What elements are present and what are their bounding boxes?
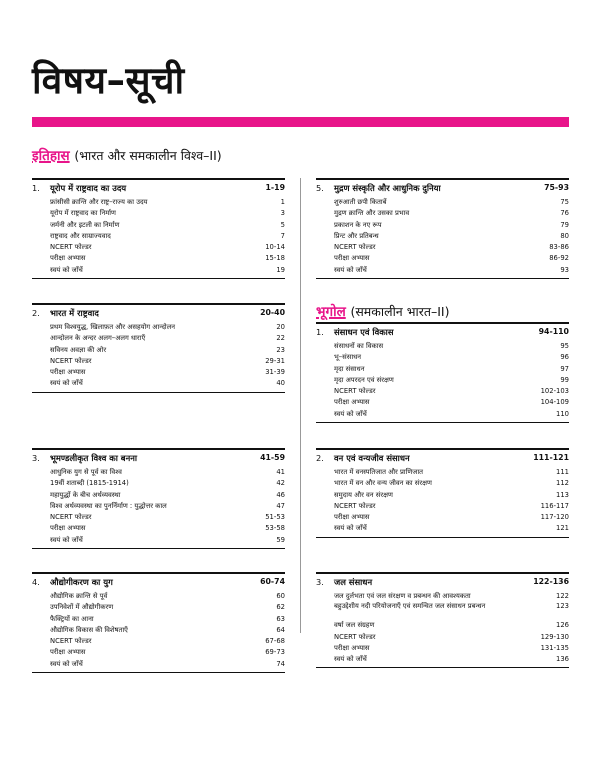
toc-entry-title: NCERT फोल्डर [334, 632, 376, 641]
toc-entry-page: 22 [276, 334, 285, 343]
toc-entry-title: स्वयं को जाँचें [50, 659, 83, 668]
geography-subheading: (समकालीन भारत–II) [350, 304, 450, 319]
toc-entry[interactable] [316, 654, 569, 665]
chapter-heading[interactable] [316, 572, 569, 591]
chapter-page-range: 111-121 [533, 453, 569, 462]
toc-entry[interactable] [32, 242, 285, 253]
toc-entry-title: 19वीं शताब्दी (1815-1914) [50, 479, 129, 488]
toc-entry[interactable] [32, 345, 285, 356]
toc-entry-page: 96 [560, 353, 569, 362]
toc-entry[interactable] [32, 490, 285, 501]
chapter-bottom-rule [32, 548, 285, 549]
toc-entry-title: परीक्षा अभ्यास [50, 648, 86, 657]
toc-entry[interactable] [32, 523, 285, 534]
toc-entry[interactable] [316, 523, 569, 534]
toc-entry-page: 15-18 [265, 254, 285, 263]
toc-entry-title: परीक्षा अभ्यास [50, 524, 86, 533]
history-section-heading [32, 146, 222, 164]
toc-entry[interactable] [316, 364, 569, 375]
toc-entry[interactable] [32, 333, 285, 344]
toc-entry-page: 63 [276, 614, 285, 623]
toc-entry-title: सविनय अवज्ञा की ओर [50, 345, 107, 354]
toc-entry-page: 69-73 [265, 648, 285, 657]
toc-entry-title: स्वयं को जाँचें [334, 655, 367, 664]
chapter-bottom-rule [316, 667, 569, 668]
chapter-bottom-rule [32, 278, 285, 279]
toc-entry-page: 129-130 [540, 632, 569, 641]
toc-entry-title: राष्ट्रवाद और साम्राज्यवाद [50, 231, 111, 240]
toc-entry[interactable] [32, 512, 285, 523]
toc-entry[interactable] [316, 220, 569, 231]
toc-entry[interactable] [316, 242, 569, 253]
toc-entry-title: भू–संसाधन [334, 353, 362, 362]
toc-entry-title: स्वयं को जाँचें [334, 409, 367, 418]
chapter-heading[interactable] [32, 572, 285, 591]
toc-entry[interactable] [32, 197, 285, 208]
toc-entry[interactable] [32, 625, 285, 636]
toc-entry-title: भारत में वनस्पतिजात और प्राणिजात [334, 468, 423, 476]
toc-entry-page: 111 [556, 468, 569, 476]
toc-entry[interactable] [32, 208, 285, 219]
chapter-heading[interactable] [32, 178, 285, 197]
toc-entry-page: 62 [276, 603, 285, 612]
toc-entry-title: वर्षा जल संग्रहण [334, 621, 375, 630]
column-divider [300, 178, 301, 633]
toc-entry-page: 93 [560, 265, 569, 274]
toc-entry[interactable] [316, 197, 569, 208]
toc-entry[interactable] [316, 341, 569, 352]
toc-entry-title: NCERT फोल्डर [50, 356, 92, 365]
toc-entry[interactable] [316, 602, 569, 620]
chapter-block [316, 448, 569, 538]
toc-entry-title: प्रकाशन के नए रूप [334, 220, 382, 229]
toc-entry-title: मृदा अपरदन एवं संरक्षण [334, 375, 394, 384]
toc-entry-page: 74 [276, 659, 285, 668]
toc-entry-page: 117-120 [540, 513, 569, 522]
toc-entry-page: 10-14 [265, 243, 285, 252]
toc-entry[interactable] [316, 265, 569, 276]
toc-entry-page: 95 [560, 342, 569, 350]
chapter-page-range: 60-74 [260, 577, 285, 586]
toc-entry-title: NCERT फोल्डर [50, 243, 92, 252]
toc-entry-page: 29-31 [265, 356, 285, 365]
toc-entry[interactable] [32, 591, 285, 602]
toc-entry-page: 42 [276, 479, 285, 488]
toc-entry[interactable] [32, 647, 285, 658]
toc-entry-page: 20 [276, 323, 285, 331]
page-title: विषय–सूची [32, 59, 185, 102]
toc-entry-page: 116-117 [540, 501, 569, 510]
toc-entry[interactable] [32, 231, 285, 242]
toc-entry-title: यूरोप में राष्ट्रवाद का निर्माण [50, 209, 116, 218]
chapter-page-range: 75-93 [544, 183, 569, 192]
toc-entry-title: शुरुआती छपी किताबें [334, 198, 387, 206]
toc-entry[interactable] [32, 322, 285, 333]
toc-entry[interactable] [316, 253, 569, 264]
toc-entry-page: 7 [280, 231, 285, 240]
toc-entry-title: NCERT फोल्डर [50, 513, 92, 522]
toc-entry-page: 31-39 [265, 368, 285, 377]
toc-entry-page: 112 [556, 479, 569, 488]
chapter-number: 1. [32, 183, 40, 193]
toc-entry-title: महायुद्धों के बीच अर्थव्यवस्था [50, 490, 121, 499]
chapter-heading[interactable] [316, 178, 569, 197]
chapter-bottom-rule [316, 278, 569, 279]
toc-entry-page: 113 [556, 490, 569, 499]
toc-entry-page: 53-58 [265, 524, 285, 533]
toc-entry[interactable] [32, 602, 285, 613]
toc-entry-title: औद्योगिक क्रान्ति से पूर्व [50, 592, 108, 600]
toc-entry-title: जल दुर्लभता एवं जल संरक्षण व प्रबन्धन की आवश्यकता [334, 592, 471, 600]
toc-entry[interactable] [32, 265, 285, 276]
chapter-block [316, 322, 569, 423]
chapter-bottom-rule [32, 392, 285, 393]
toc-entry[interactable] [32, 367, 285, 378]
toc-entry-page: 60 [276, 592, 285, 600]
geography-section-heading [316, 302, 449, 320]
toc-entry-title: स्वयं को जाँचें [334, 265, 367, 274]
toc-entry[interactable] [316, 375, 569, 386]
toc-entry-title: औद्योगिक विकास की विशेषताएँ [50, 625, 128, 634]
chapter-number: 1. [316, 327, 324, 337]
toc-entry-page: 64 [276, 625, 285, 634]
toc-entry[interactable] [32, 636, 285, 647]
toc-entry-page: 83-86 [549, 243, 569, 252]
toc-entry-title: NCERT फोल्डर [334, 243, 376, 252]
toc-entry-title: बहुउद्देशीय नदी परियोजनाएँ एवं समन्वित जल संसाधन प्रबन्धन [334, 602, 486, 611]
toc-entry[interactable] [316, 231, 569, 242]
toc-entry-page: 47 [276, 501, 285, 510]
toc-entry-title: स्वयं को जाँचें [334, 524, 367, 533]
toc-entry[interactable] [316, 501, 569, 512]
toc-entry-page: 80 [560, 231, 569, 240]
chapter-number: 4. [32, 577, 40, 587]
toc-entry[interactable] [32, 356, 285, 367]
toc-entry-page: 5 [280, 220, 285, 229]
toc-entry-title: प्रिन्ट और प्रतिबन्ध [334, 231, 379, 240]
toc-entry-page: 40 [276, 379, 285, 388]
toc-entry[interactable] [316, 620, 569, 631]
toc-entry[interactable] [316, 512, 569, 523]
chapter-number: 2. [32, 308, 40, 318]
chapter-title[interactable]: मुद्रण संस्कृति और आधुनिक दुनिया [334, 183, 441, 193]
toc-entry-title: परीक्षा अभ्यास [50, 368, 86, 377]
toc-entry[interactable] [316, 490, 569, 501]
toc-entry-title: NCERT फोल्डर [334, 387, 376, 396]
toc-entry-title: NCERT फोल्डर [50, 637, 92, 646]
toc-entry[interactable] [32, 220, 285, 231]
toc-entry-title: फ्रांसीसी क्रान्ति और राष्ट्र–राज्य का उदय [50, 198, 148, 206]
chapter-block [32, 572, 285, 673]
toc-entry-title: प्रथम विश्वयुद्ध, खिलाफ़त और असहयोग आन्दोलन [50, 323, 176, 331]
chapter-title[interactable]: संसाधन एवं विकास [334, 327, 394, 337]
chapter-title[interactable]: भूमण्डलीकृत विश्व का बनना [50, 453, 138, 463]
chapter-number: 5. [316, 183, 324, 193]
toc-entry[interactable] [32, 659, 285, 670]
toc-entry[interactable] [32, 467, 285, 478]
toc-entry[interactable] [316, 208, 569, 219]
chapter-block [316, 178, 569, 279]
chapter-bottom-rule [316, 422, 569, 423]
toc-entry-page: 75 [560, 198, 569, 206]
toc-entry-title: फैक्ट्रियों का आना [50, 614, 94, 623]
chapter-block [32, 178, 285, 279]
toc-entry-page: 59 [276, 535, 285, 544]
toc-entry[interactable] [32, 614, 285, 625]
chapter-title[interactable]: जल संसाधन [334, 577, 373, 587]
toc-entry-page: 79 [560, 220, 569, 229]
toc-entry-title: परीक्षा अभ्यास [334, 398, 370, 407]
toc-entry-title: विश्व अर्थव्यवस्था का पुनर्निर्माण : युद्धोत्तर काल [50, 501, 167, 510]
chapter-page-range: 41-59 [260, 453, 285, 462]
chapter-page-range: 1-19 [265, 183, 285, 192]
history-subheading: (भारत और समकालीन विश्व–II) [74, 148, 222, 163]
chapter-bottom-rule [32, 672, 285, 673]
chapter-title[interactable]: वन एवं वन्यजीव संसाधन [334, 453, 410, 463]
chapter-number: 3. [316, 577, 324, 587]
title-underline-bar [32, 117, 569, 127]
toc-entry-page: 51-53 [265, 513, 285, 522]
chapter-heading[interactable] [316, 448, 569, 467]
history-heading: इतिहास [32, 148, 70, 164]
toc-entry-title: आधुनिक युग से पूर्व का विश्व [50, 468, 122, 476]
toc-entry-title: भारत में वन और वन्य जीवन का संरक्षण [334, 479, 432, 488]
toc-entry[interactable] [316, 478, 569, 489]
toc-entry-page: 121 [556, 524, 569, 533]
toc-entry[interactable] [32, 378, 285, 389]
toc-entry-title: परीक्षा अभ्यास [334, 643, 370, 652]
toc-entry[interactable] [32, 501, 285, 512]
chapter-title[interactable]: भारत में राष्ट्रवाद [50, 308, 99, 318]
toc-entry-title: मुद्रण क्रान्ति और उसका प्रभाव [334, 209, 410, 218]
toc-entry-title: परीक्षा अभ्यास [334, 513, 370, 522]
toc-entry[interactable] [316, 632, 569, 643]
toc-entry-title: आन्दोलन के अन्दर अलग–अलग धाराएँ [50, 334, 146, 343]
toc-entry-page: 104-109 [540, 398, 569, 407]
toc-entry[interactable] [316, 352, 569, 363]
toc-entry-title: मृदा संसाधन [334, 364, 365, 373]
toc-entry[interactable] [316, 591, 569, 602]
toc-entry[interactable] [32, 478, 285, 489]
toc-entry-page: 19 [276, 265, 285, 274]
toc-entry-page: 41 [276, 468, 285, 476]
chapter-bottom-rule [316, 537, 569, 538]
toc-entry[interactable] [316, 643, 569, 654]
toc-entry-title: स्वयं को जाँचें [50, 265, 83, 274]
toc-entry-page: 3 [280, 209, 285, 218]
toc-entry[interactable] [32, 253, 285, 264]
toc-entry-page: 122 [556, 592, 569, 600]
toc-entry-page: 110 [556, 409, 569, 418]
toc-entry-page: 86-92 [549, 254, 569, 263]
toc-entry-title: स्वयं को जाँचें [50, 535, 83, 544]
toc-entry-title: स्वयं को जाँचें [50, 379, 83, 388]
chapter-block [32, 303, 285, 393]
toc-entry-page: 1 [280, 198, 285, 206]
chapter-block [32, 448, 285, 549]
toc-entry-title: NCERT फोल्डर [334, 501, 376, 510]
chapter-heading[interactable] [32, 303, 285, 322]
chapter-title[interactable]: यूरोप में राष्ट्रवाद का उदय [50, 183, 127, 193]
toc-entry-page: 123 [556, 602, 569, 611]
chapter-page-range: 94-110 [538, 327, 569, 336]
toc-entry-page: 23 [276, 345, 285, 354]
toc-entry-title: जर्मनी और इटली का निर्माण [50, 220, 120, 229]
toc-entry-title: उपनिवेशों में औद्योगीकरण [50, 603, 114, 612]
toc-entry[interactable] [316, 467, 569, 478]
toc-entry-title: परीक्षा अभ्यास [50, 254, 86, 263]
toc-entry-page: 97 [560, 364, 569, 373]
chapter-page-range: 20-40 [260, 308, 285, 317]
chapter-title[interactable]: औद्योगीकरण का युग [50, 577, 113, 587]
toc-entry-page: 126 [556, 621, 569, 630]
toc-entry[interactable] [316, 397, 569, 408]
chapter-block [316, 572, 569, 668]
toc-entry-title: समुदाय और वन संरक्षण [334, 490, 393, 499]
toc-entry-title: संसाधनों का विकास [334, 342, 384, 350]
toc-entry-page: 136 [556, 655, 569, 664]
geography-heading: भूगोल [316, 304, 346, 320]
chapter-number: 2. [316, 453, 324, 463]
toc-entry[interactable] [316, 386, 569, 397]
chapter-heading[interactable] [316, 322, 569, 341]
toc-entry-page: 102-103 [540, 387, 569, 396]
toc-entry-title: परीक्षा अभ्यास [334, 254, 370, 263]
toc-entry-page: 46 [276, 490, 285, 499]
chapter-page-range: 122-136 [533, 577, 569, 586]
chapter-heading[interactable] [32, 448, 285, 467]
toc-entry-page: 99 [560, 375, 569, 384]
toc-entry-page: 67-68 [265, 637, 285, 646]
toc-entry-page: 76 [560, 209, 569, 218]
toc-entry[interactable] [316, 409, 569, 420]
toc-entry-page: 131-135 [540, 643, 569, 652]
chapter-number: 3. [32, 453, 40, 463]
toc-entry[interactable] [32, 535, 285, 546]
